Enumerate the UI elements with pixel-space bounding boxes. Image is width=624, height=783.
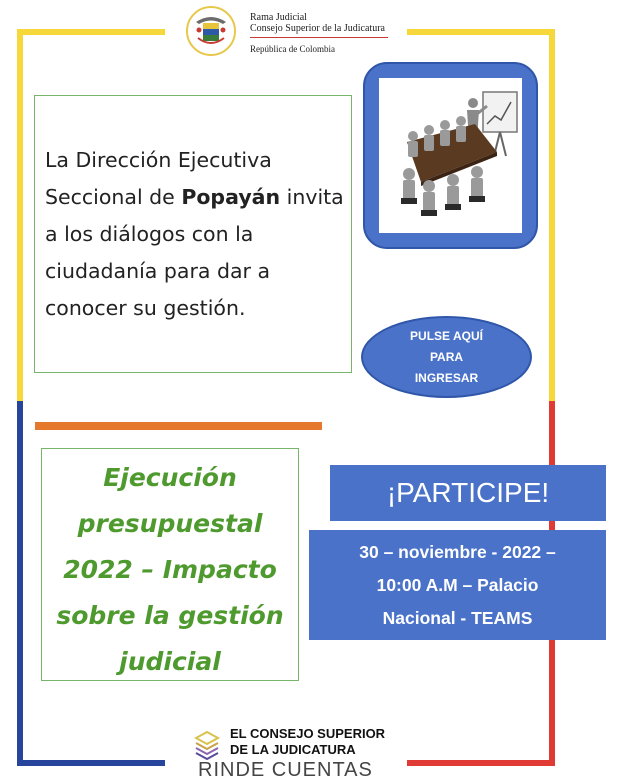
event-details bbox=[309, 530, 606, 640]
stacked-layers-icon bbox=[194, 730, 220, 760]
event-title-line-2: presupuestal bbox=[77, 509, 263, 538]
cta-line-3: INGRESAR bbox=[414, 370, 479, 385]
event-title-line-4: sobre la gestión bbox=[56, 601, 284, 630]
meeting-image-frame bbox=[363, 62, 538, 249]
intro-box bbox=[34, 95, 352, 373]
event-title-line-1: Ejecución bbox=[103, 463, 237, 492]
header-line-1: Rama Judicial bbox=[250, 12, 307, 23]
footer-logo bbox=[192, 724, 392, 782]
colombia-coat-of-arms-icon bbox=[186, 6, 236, 56]
meeting-illustration bbox=[379, 78, 522, 233]
header-line-2: Consejo Superior de la Judicatura bbox=[250, 23, 385, 34]
intro-text-part-1: La Dirección Ejecutiva Seccional de bbox=[45, 148, 272, 209]
intro-text-part-2: invita a los diálogos con la ciudadanía para dar a conocer su gestión. bbox=[45, 185, 344, 320]
header-divider bbox=[250, 37, 388, 38]
intro-city: Popayán bbox=[181, 185, 281, 209]
footer-line-2: DE LA JUDICATURA bbox=[230, 742, 356, 757]
frame-bottom-right-red bbox=[407, 760, 555, 766]
intro-text bbox=[45, 142, 345, 327]
cta-line-2: PARA bbox=[429, 349, 464, 364]
event-title-box bbox=[41, 448, 299, 681]
footer-line-1: EL CONSEJO SUPERIOR bbox=[230, 726, 386, 741]
header-line-3: República de Colombia bbox=[250, 44, 335, 54]
cta-line-1: PULSE AQUÍ bbox=[410, 328, 483, 343]
header-logo bbox=[186, 4, 402, 56]
details-line-2: 10:00 A.M – Palacio bbox=[376, 574, 539, 595]
frame-left-blue bbox=[17, 401, 23, 766]
frame-top-right-yellow bbox=[407, 29, 555, 35]
participe-banner: ¡PARTICIPE! bbox=[330, 465, 606, 521]
event-title-line-5: judicial bbox=[119, 647, 221, 676]
details-line-1: 30 – noviembre - 2022 – bbox=[359, 541, 556, 562]
details-line-3: Nacional - TEAMS bbox=[382, 607, 533, 628]
orange-divider bbox=[35, 422, 322, 430]
frame-top-left-yellow bbox=[17, 29, 165, 35]
frame-right-yellow bbox=[549, 29, 555, 401]
frame-left-yellow bbox=[17, 29, 23, 401]
footer-line-3: RINDE CUENTAS bbox=[198, 759, 373, 781]
frame-bottom-left-blue bbox=[17, 760, 165, 766]
event-title-line-3: 2022 – Impacto bbox=[63, 555, 277, 584]
pulse-aqui-button[interactable] bbox=[361, 316, 532, 398]
event-title bbox=[42, 455, 298, 685]
